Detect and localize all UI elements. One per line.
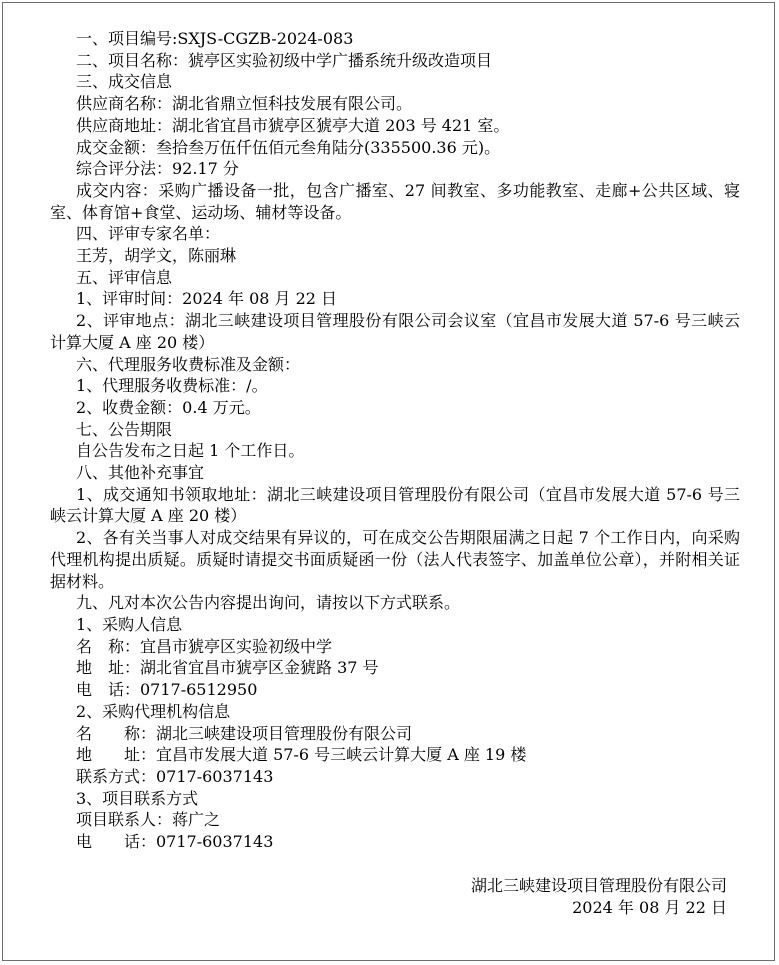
purchaser-phone: 电 话：0717-6512950 [76, 680, 258, 700]
project-contact-phone: 电 话：0717-6037143 [76, 832, 274, 852]
section-notice-period: 七、公告期限 [76, 419, 173, 439]
score: 综合评分法：92.17 分 [76, 159, 239, 179]
purchaser-info-heading: 1、采购人信息 [76, 614, 183, 634]
signature-date: 2024 年 08 月 22 日 [572, 897, 727, 917]
purchaser-name: 名 称：宜昌市猇亭区实验初级中学 [76, 636, 333, 656]
deal-content: 成交内容：采购广播设备一批，包含广播室、27 间教室、多功能教室、走廊+公共区域、寝室、体育馆+食堂、运动场、辅材等设备。 [50, 180, 740, 222]
review-time: 1、评审时间：2024 年 08 月 22 日 [76, 289, 338, 309]
announcement-body [50, 28, 740, 853]
supplier-address: 供应商地址：湖北省宜昌市猇亭区猇亭大道 203 号 421 室。 [76, 115, 510, 135]
agency-contact: 联系方式：0717-6037143 [76, 766, 274, 786]
fee-amount: 2、收费金额：0.4 万元。 [76, 397, 261, 417]
section-supplementary: 八、其他补充事宜 [76, 463, 205, 483]
section-experts: 四、评审专家名单： [76, 224, 221, 244]
experts-list: 王芳，胡学文，陈丽琳 [76, 246, 237, 266]
objection-info: 2、各有关当事人对成交结果有异议的，可在成交公告期限届满之日起 7 个工作日内，向采购代理机构提出质疑。质疑时请提交书面质疑函一份（法人代表签字、加盖单位公章），并附相关证据材料。 [50, 528, 740, 591]
project-number: 一、项目编号:SXJS-CGZB-2024-083 [76, 29, 354, 48]
supplier-name: 供应商名称：湖北省鼎立恒科技发展有限公司。 [76, 94, 413, 114]
project-contact-person: 项目联系人：蒋广之 [76, 810, 221, 830]
signature-org: 湖北三峡建设项目管理股份有限公司 [470, 876, 727, 895]
agency-name: 名 称：湖北三峡建设项目管理股份有限公司 [76, 723, 413, 743]
purchaser-address: 地 址：湖北省宜昌市猇亭区金猇路 37 号 [76, 658, 379, 678]
section-review-info: 五、评审信息 [76, 267, 173, 287]
signature-block [471, 875, 727, 918]
agency-info-heading: 2、采购代理机构信息 [76, 701, 231, 721]
notice-pickup-address: 1、成交通知书领取地址：湖北三峡建设项目管理股份有限公司（宜昌市发展大道 57-6 号三峡云计算大厦 A 座 20 楼） [50, 484, 740, 526]
agency-address: 地 址：宜昌市发展大道 57-6 号三峡云计算大厦 A 座 19 楼 [76, 745, 527, 765]
project-contact-heading: 3、项目联系方式 [76, 788, 199, 808]
project-name: 二、项目名称：猇亭区实验初级中学广播系统升级改造项目 [76, 50, 493, 70]
section-contact: 九、凡对本次公告内容提出询问，请按以下方式联系。 [76, 593, 461, 613]
section-agency-fee: 六、代理服务收费标准及金额： [76, 354, 301, 374]
review-location: 2、评审地点：湖北三峡建设项目管理股份有限公司会议室（宜昌市发展大道 57-6 号三峡云计算大厦 A 座 20 楼） [50, 311, 740, 352]
notice-period: 自公告发布之日起 1 个工作日。 [76, 441, 305, 461]
section-deal-info: 三、成交信息 [76, 72, 173, 92]
deal-amount: 成交金额：叁拾叁万伍仟伍佰元叁角陆分(335500.36 元)。 [76, 137, 501, 157]
fee-standard: 1、代理服务收费标准：/。 [76, 376, 268, 396]
